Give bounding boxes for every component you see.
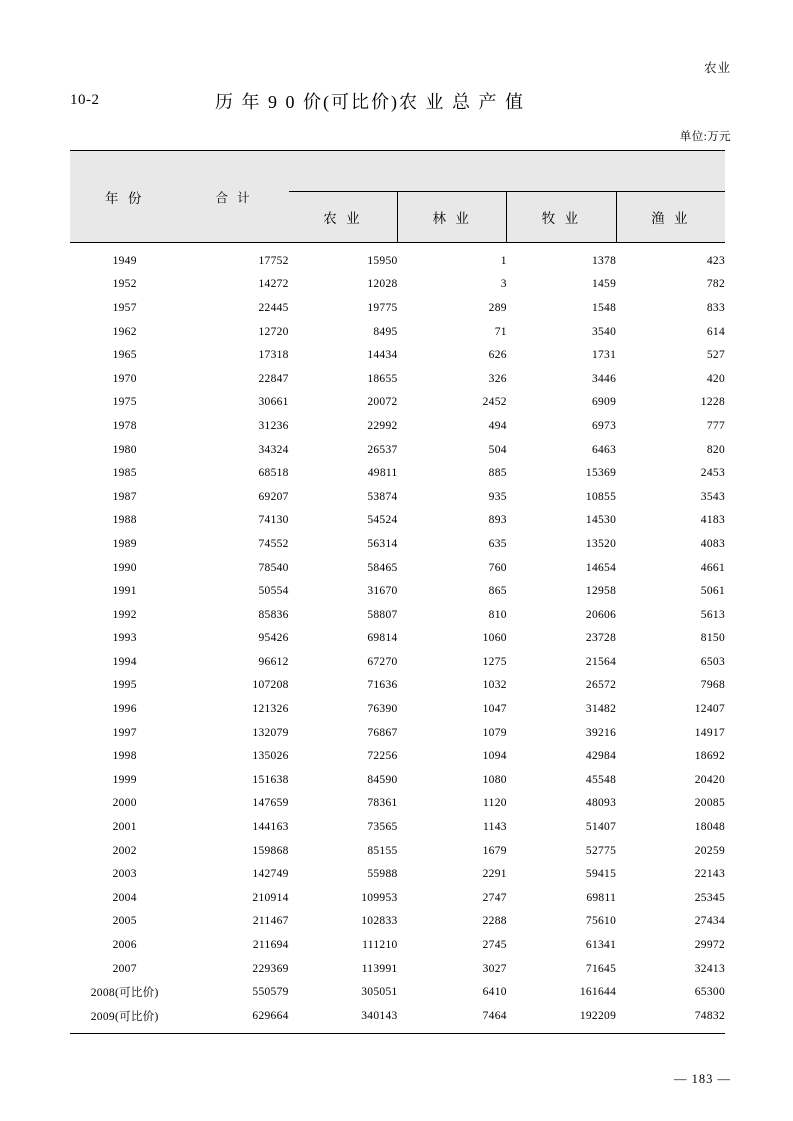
cell-livestock: 75610 (585, 915, 617, 928)
cell-total: 121326 (252, 703, 289, 716)
cell-agriculture: 58465 (367, 561, 398, 574)
cell-year: 1978 (112, 419, 137, 432)
table-row (70, 532, 725, 556)
cell-total: 12720 (258, 325, 289, 338)
table-row (70, 243, 725, 273)
cell-total: 550579 (252, 986, 289, 999)
cell-agriculture: 113991 (361, 962, 398, 975)
cell-agriculture: 102833 (361, 915, 398, 928)
cell-fishery: 29972 (694, 939, 725, 952)
cell-livestock: 192209 (507, 1004, 616, 1033)
page-number: — 183 — (674, 1072, 731, 1086)
cell-forestry: 1 (500, 254, 507, 267)
cell-agriculture: 67270 (367, 655, 398, 668)
cell-forestry: 289 (488, 301, 507, 314)
cell-agriculture: 14434 (367, 349, 398, 362)
cell-forestry: 3 (500, 278, 507, 291)
table-row (70, 862, 725, 886)
cell-livestock: 12958 (585, 585, 617, 598)
cell-livestock: 45548 (585, 773, 617, 786)
table-row (70, 438, 725, 462)
cell-year: 1987 (112, 490, 137, 503)
cell-livestock: 161644 (579, 986, 617, 999)
cell-total: 147659 (252, 797, 289, 810)
cell-total: 159868 (252, 844, 289, 857)
cell-livestock: 14654 (585, 561, 617, 574)
table-row (70, 485, 725, 509)
cell-forestry: 2291 (482, 868, 507, 881)
cell-fishery: 12407 (694, 703, 725, 716)
cell-forestry: 885 (488, 467, 507, 480)
cell-year: 2006 (112, 939, 137, 952)
cell-fishery: 20420 (694, 773, 725, 786)
table-row (70, 343, 725, 367)
cell-total: 31236 (258, 419, 289, 432)
cell-year: 1985 (112, 467, 137, 480)
cell-livestock: 61341 (585, 939, 617, 952)
cell-livestock: 20606 (585, 608, 617, 621)
cell-agriculture: 26537 (367, 443, 398, 456)
cell-agriculture: 12028 (367, 278, 398, 291)
cell-agriculture: 78361 (367, 797, 398, 810)
cell-livestock: 52775 (585, 844, 617, 857)
cell-year: 1992 (112, 608, 137, 621)
table-row (70, 556, 725, 580)
cell-forestry: 1094 (482, 750, 507, 763)
cell-year: 1994 (112, 655, 137, 668)
cell-total: 144163 (252, 821, 289, 834)
table-head (70, 151, 725, 243)
cell-fishery: 5613 (700, 608, 725, 621)
cell-fishery: 65300 (694, 986, 725, 999)
cell-year: 2009(可比价) (70, 1004, 179, 1033)
cell-fishery: 4661 (700, 561, 725, 574)
cell-forestry: 71 (494, 325, 507, 338)
cell-livestock: 71645 (585, 962, 617, 975)
cell-total: 17318 (258, 349, 289, 362)
cell-year: 1988 (112, 514, 137, 527)
table-row (70, 273, 725, 297)
cell-agriculture: 58807 (367, 608, 398, 621)
cell-total: 74130 (258, 514, 289, 527)
cell-fishery: 782 (706, 278, 725, 291)
cell-livestock: 1731 (591, 349, 617, 362)
cell-livestock: 21564 (585, 655, 617, 668)
cell-agriculture: 53874 (367, 490, 398, 503)
cell-agriculture: 340143 (289, 1004, 398, 1033)
cell-year: 2004 (112, 891, 137, 904)
cell-forestry: 1060 (482, 632, 507, 645)
cell-fishery: 20085 (694, 797, 725, 810)
cell-fishery: 2453 (700, 467, 725, 480)
cell-forestry: 1079 (482, 726, 507, 739)
cell-fishery: 4083 (700, 537, 725, 550)
page-title: 历 年 9 0 价(可比价)农 业 总 产 值 (215, 92, 525, 112)
cell-forestry: 504 (488, 443, 507, 456)
cell-total: 210914 (252, 891, 289, 904)
cell-year: 2007 (112, 962, 137, 975)
cell-year: 2008(可比价) (90, 987, 159, 1000)
cell-fishery: 14917 (694, 726, 725, 739)
cell-agriculture: 85155 (367, 844, 398, 857)
table-row (70, 744, 725, 768)
cell-total: 14272 (258, 278, 289, 291)
cell-agriculture: 55988 (367, 868, 398, 881)
table-row (70, 367, 725, 391)
cell-livestock: 1548 (591, 301, 617, 314)
cell-fishery: 22143 (694, 868, 725, 881)
cell-fishery: 32413 (694, 962, 725, 975)
cell-fishery: 3543 (700, 490, 725, 503)
cell-year: 1998 (112, 750, 137, 763)
table-row (70, 509, 725, 533)
cell-total: 50554 (258, 585, 289, 598)
cell-agriculture: 49811 (367, 467, 398, 480)
cell-total: 22847 (258, 372, 289, 385)
cell-year: 1949 (112, 254, 137, 267)
column-header-total: 合 计 (179, 151, 288, 243)
cell-fishery: 20259 (694, 844, 725, 857)
cell-livestock: 42984 (585, 750, 617, 763)
cell-agriculture: 15950 (367, 254, 398, 267)
cell-forestry: 1080 (482, 773, 507, 786)
cell-fishery: 420 (706, 372, 725, 385)
cell-fishery: 74832 (616, 1004, 725, 1033)
cell-forestry: 635 (488, 537, 507, 550)
cell-livestock: 3446 (591, 372, 617, 385)
cell-agriculture: 69814 (367, 632, 398, 645)
cell-year: 2000 (112, 797, 137, 810)
cell-year: 1957 (112, 301, 137, 314)
cell-fishery: 18048 (694, 821, 725, 834)
table-row (70, 320, 725, 344)
cell-livestock: 26572 (585, 679, 617, 692)
table-header-row-1 (70, 151, 725, 192)
cell-agriculture: 73565 (367, 821, 398, 834)
cell-livestock: 10855 (585, 490, 617, 503)
cell-livestock: 1459 (591, 278, 617, 291)
cell-year: 2003 (112, 868, 137, 881)
cell-total: 629664 (179, 1004, 288, 1033)
cell-total: 135026 (252, 750, 289, 763)
table-row (70, 674, 725, 698)
cell-year: 1999 (112, 773, 137, 786)
cell-total: 96612 (258, 655, 289, 668)
cell-forestry: 1679 (482, 844, 507, 857)
cell-agriculture: 19775 (367, 301, 398, 314)
cell-agriculture: 71636 (367, 679, 398, 692)
column-header-livestock: 牧 业 (507, 192, 616, 243)
cell-agriculture: 56314 (367, 537, 398, 550)
cell-fishery: 1228 (700, 396, 725, 409)
cell-total: 132079 (252, 726, 289, 739)
cell-fishery: 423 (706, 254, 725, 267)
table-row (70, 815, 725, 839)
cell-total: 78540 (258, 561, 289, 574)
cell-livestock: 69811 (586, 891, 617, 904)
cell-forestry: 893 (488, 514, 507, 527)
cell-agriculture: 109953 (361, 891, 398, 904)
cell-livestock: 31482 (585, 703, 617, 716)
table-row (70, 414, 725, 438)
cell-year: 1952 (112, 278, 137, 291)
cell-total: 211467 (252, 915, 289, 928)
cell-total: 229369 (252, 962, 289, 975)
cell-livestock: 48093 (585, 797, 617, 810)
cell-total: 22445 (258, 301, 289, 314)
table-body (70, 243, 725, 1034)
cell-forestry: 6410 (482, 986, 507, 999)
cell-forestry: 1032 (482, 679, 507, 692)
cell-fishery: 8150 (700, 632, 725, 645)
table-row (70, 957, 725, 981)
cell-total: 74552 (258, 537, 289, 550)
cell-forestry: 2745 (482, 939, 507, 952)
cell-year: 1997 (112, 726, 137, 739)
cell-forestry: 2288 (482, 915, 507, 928)
cell-total: 68518 (258, 467, 289, 480)
cell-total: 107208 (252, 679, 289, 692)
cell-fishery: 820 (706, 443, 725, 456)
cell-agriculture: 31670 (367, 585, 398, 598)
cell-agriculture: 72256 (367, 750, 398, 763)
table-row (70, 1004, 725, 1033)
cell-forestry: 2747 (482, 891, 507, 904)
table-row (70, 839, 725, 863)
cell-forestry: 810 (488, 608, 507, 621)
table-row (70, 461, 725, 485)
cell-year: 1996 (112, 703, 137, 716)
cell-forestry: 326 (488, 372, 507, 385)
cell-agriculture: 18655 (367, 372, 398, 385)
cell-fishery: 614 (706, 325, 725, 338)
table-row (70, 697, 725, 721)
cell-total: 34324 (258, 443, 289, 456)
table-row (70, 910, 725, 934)
table-row (70, 296, 725, 320)
cell-livestock: 13520 (585, 537, 617, 550)
cell-livestock: 6909 (591, 396, 617, 409)
cell-year: 1991 (112, 585, 137, 598)
cell-livestock: 23728 (585, 632, 617, 645)
cell-livestock: 14530 (585, 514, 617, 527)
title-row (70, 88, 731, 118)
table-row (70, 792, 725, 816)
cell-fishery: 6503 (700, 655, 725, 668)
table-row (70, 721, 725, 745)
cell-year: 1989 (112, 537, 137, 550)
cell-agriculture: 76867 (367, 726, 398, 739)
cell-forestry: 760 (488, 561, 507, 574)
cell-total: 30661 (258, 396, 289, 409)
cell-forestry: 1275 (482, 655, 507, 668)
cell-fishery: 7968 (700, 679, 725, 692)
cell-livestock: 3540 (591, 325, 617, 338)
cell-total: 95426 (258, 632, 289, 645)
table-row (70, 650, 725, 674)
cell-year: 2005 (112, 915, 137, 928)
cell-year: 1962 (112, 325, 137, 338)
cell-forestry: 3027 (482, 962, 507, 975)
cell-year: 2002 (112, 844, 137, 857)
cell-agriculture: 20072 (367, 396, 398, 409)
cell-year: 1975 (112, 396, 137, 409)
cell-agriculture: 76390 (367, 703, 398, 716)
cell-total: 85836 (258, 608, 289, 621)
cell-year: 2001 (112, 821, 137, 834)
cell-forestry: 1047 (482, 703, 507, 716)
table-row (70, 886, 725, 910)
cell-agriculture: 22992 (367, 419, 398, 432)
cell-agriculture: 54524 (367, 514, 398, 527)
cell-fishery: 18692 (694, 750, 725, 763)
cell-livestock: 15369 (585, 467, 617, 480)
cell-total: 17752 (258, 254, 289, 267)
cell-fishery: 527 (706, 349, 725, 362)
cell-agriculture: 111210 (362, 939, 398, 952)
column-header-agriculture: 农 业 (289, 192, 398, 243)
table-row (70, 980, 725, 1004)
cell-fishery: 25345 (694, 891, 725, 904)
cell-total: 69207 (258, 490, 289, 503)
table-row (70, 391, 725, 415)
table-row (70, 768, 725, 792)
table-row (70, 627, 725, 651)
cell-livestock: 1378 (591, 254, 617, 267)
cell-forestry: 2452 (482, 396, 507, 409)
cell-fishery: 5061 (700, 585, 725, 598)
cell-forestry: 626 (488, 349, 507, 362)
table-row (70, 579, 725, 603)
cell-forestry: 865 (488, 585, 507, 598)
cell-forestry: 1120 (483, 797, 507, 810)
cell-forestry: 1143 (483, 821, 507, 834)
cell-year: 1990 (112, 561, 137, 574)
cell-forestry: 494 (488, 419, 507, 432)
cell-year: 1993 (112, 632, 137, 645)
cell-year: 1995 (112, 679, 137, 692)
cell-fishery: 777 (706, 419, 725, 432)
cell-total: 151638 (252, 773, 289, 786)
cell-livestock: 6973 (591, 419, 617, 432)
cell-fishery: 833 (706, 301, 725, 314)
column-header-forestry: 林 业 (398, 192, 507, 243)
cell-total: 142749 (252, 868, 289, 881)
table-row (70, 933, 725, 957)
table-number: 10-2 (70, 92, 100, 108)
cell-agriculture: 8495 (373, 325, 398, 338)
column-header-year: 年 份 (70, 151, 179, 243)
running-head: 农业 (703, 61, 731, 75)
cell-forestry: 7464 (398, 1004, 507, 1033)
cell-livestock: 59415 (585, 868, 617, 881)
cell-agriculture: 84590 (367, 773, 398, 786)
cell-fishery: 27434 (694, 915, 725, 928)
cell-year: 1980 (112, 443, 137, 456)
cell-livestock: 6463 (591, 443, 617, 456)
cell-year: 1970 (112, 372, 137, 385)
cell-livestock: 39216 (585, 726, 617, 739)
column-header-fishery: 渔 业 (616, 192, 725, 243)
unit-note: 单位:万元 (679, 131, 731, 143)
cell-total: 211694 (252, 939, 289, 952)
cell-forestry: 935 (488, 490, 507, 503)
cell-fishery: 4183 (700, 514, 725, 527)
cell-agriculture: 305051 (361, 986, 398, 999)
column-header-group (289, 151, 725, 192)
cell-year: 1965 (112, 349, 137, 362)
statistics-table (70, 150, 725, 1034)
table-row (70, 603, 725, 627)
cell-livestock: 51407 (585, 821, 617, 834)
